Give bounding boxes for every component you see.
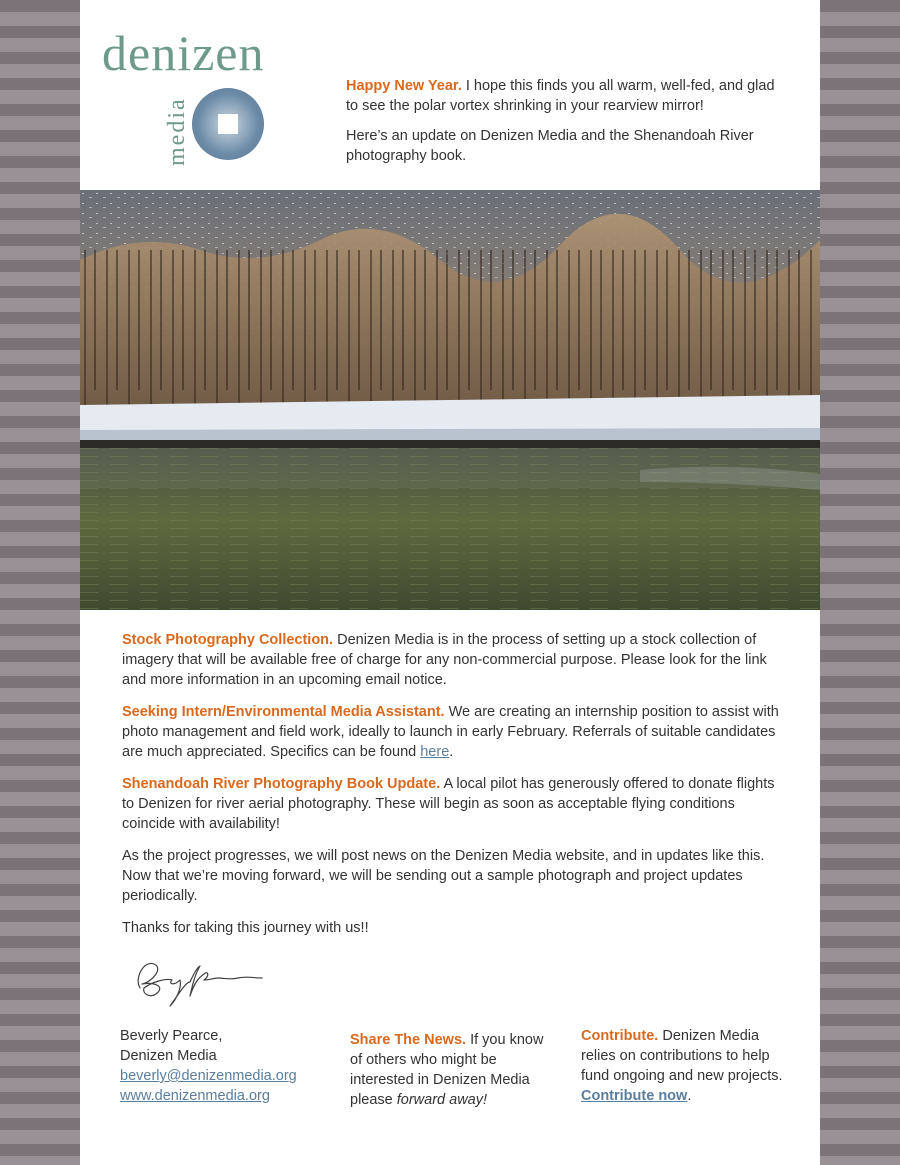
logo-square-icon <box>218 114 238 134</box>
stock-text: Denizen Media is in the process of setting up a stock collection of imagery that will be available free of charge for any non-commercial purpose. Please look for the link and more information in an upcoming email notice. <box>122 632 767 688</box>
contact-column <box>120 1026 330 1106</box>
website-link[interactable]: www.denizenmedia.org <box>120 1088 270 1104</box>
logo-wordmark: denizen <box>102 25 265 81</box>
intern-text: We are creating an internship position to assist with photo management and field work, ideally to launch in early February. Referrals of suitable candidates are much appreciated. Specifics can be found <box>122 704 779 760</box>
newsletter-card <box>80 0 820 1165</box>
book-paragraph <box>122 774 782 834</box>
thanks-paragraph: Thanks for taking this journey with us!! <box>122 920 369 936</box>
contact-org: Denizen Media <box>120 1048 217 1064</box>
share-column <box>350 1030 550 1110</box>
book-text: A local pilot has generously offered to donate flights to Denizen for river aerial photography. These will begin as soon as acceptable flying conditions coincide with availability! <box>122 776 775 832</box>
contribute-title: Contribute. <box>581 1028 659 1044</box>
intern-paragraph <box>122 702 782 762</box>
greeting-title: Happy New Year. <box>346 78 462 94</box>
update-paragraph: Here’s an update on Denizen Media and the Shenandoah River photography book. <box>346 128 754 164</box>
greeting-text: I hope this finds you all warm, well-fed, and glad to see the polar vortex shrinking in your rearview mirror! <box>346 78 775 114</box>
intern-title: Seeking Intern/Environmental Media Assistant. <box>122 704 445 720</box>
contribute-text: Denizen Media relies on contributions to help fund ongoing and new projects. <box>581 1028 783 1084</box>
progress-paragraph: As the project progresses, we will post news on the Denizen Media website, and in updates like this. Now that we’re moving forward, we will be sending out a sample photograph and project updates periodically. <box>122 848 765 904</box>
river-hero-image <box>80 190 820 610</box>
contribute-column <box>581 1026 791 1106</box>
logo-circle-icon <box>192 88 264 160</box>
signature-image <box>130 948 270 1018</box>
stock-paragraph <box>122 630 782 690</box>
intern-text-end: . <box>449 744 454 760</box>
contribute-now-link[interactable]: Contribute now <box>581 1088 688 1104</box>
newsletter-body <box>122 630 782 950</box>
contact-name: Beverly Pearce, <box>120 1028 223 1044</box>
greeting-paragraph <box>346 76 786 116</box>
intern-here-link[interactable]: here <box>420 744 450 760</box>
stock-title: Stock Photography Collection. <box>122 632 334 648</box>
book-title: Shenandoah River Photography Book Update. <box>122 776 441 792</box>
denizen-media-logo <box>102 25 292 168</box>
share-title: Share The News. <box>350 1032 467 1048</box>
share-text: If you know of others who might be interested in Denizen Media please <box>350 1032 544 1108</box>
logo-subtitle: media <box>164 97 190 166</box>
email-link[interactable]: beverly@denizenmedia.org <box>120 1068 297 1084</box>
share-emphasis: forward away! <box>396 1092 488 1108</box>
contribute-text-end: . <box>687 1088 692 1104</box>
intro-section <box>346 76 786 176</box>
